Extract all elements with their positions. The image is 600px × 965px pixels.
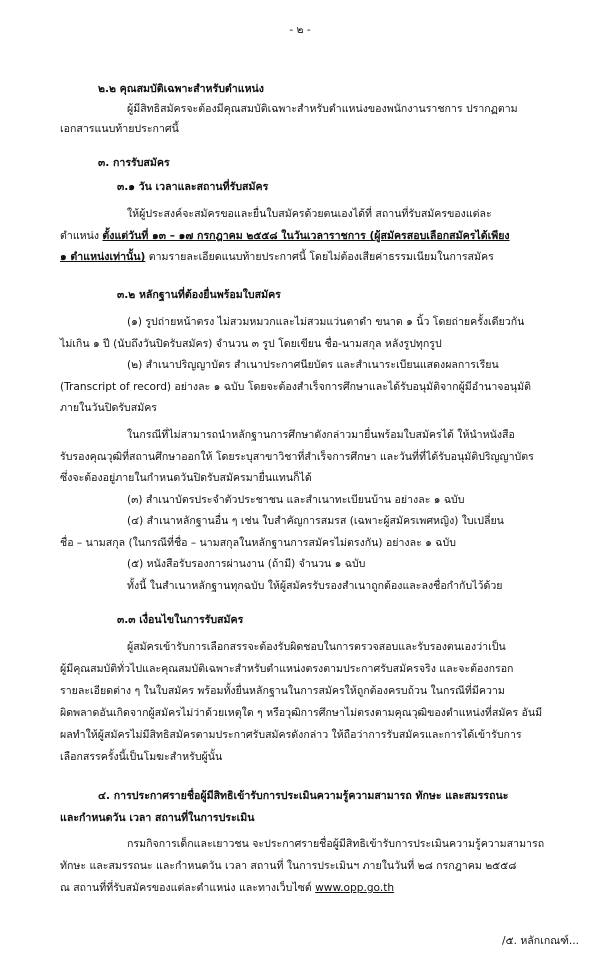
section-3-3-text: ผู้มีคุณสมบัติทั่วไปและคุณสมบัติเฉพาะสำหรับตำแหน่งตรงตามประกาศรับสมัครจริง และจะต้องกรอก [60,663,514,675]
section-2-2-text: ผู้มีสิทธิสมัครจะต้องมีคุณสมบัติเฉพาะสำหรับตำแหน่งของพนักงานราชการ ปรากฏตาม [127,103,518,115]
section-4-heading: ๔. การประกาศรายชื่อผู้มีสิทธิเข้ารับการประเมินความรู้ความสามารถ ทักษะ และสมรรถนะ [98,790,509,802]
section-3-heading: ๓. การรับสมัคร [98,157,170,169]
section-3-1-heading: ๓.๑ วัน เวลาและสถานที่รับสมัคร [117,181,269,193]
list-item: ซึ่งจะต้องอยู่ภายในกำหนดวันปิดรับสมัครมายื่นแทนก็ได้ [60,472,312,484]
section-3-3-text: ผลทำให้ผู้สมัครไม่มีสิทธิสมัครตามประกาศรับสมัครดังกล่าว ให้ถือว่าการรับสมัครและการได้เข้ารับการ [60,729,522,741]
list-item: ในกรณีที่ไม่สามารถนำหลักฐานการศึกษาดังกล่าวมายื่นพร้อมใบสมัครได้ ให้นำหนังสือ [127,429,515,441]
section-4-heading: และกำหนดวัน เวลา สถานที่ในการประเมิน [60,812,255,824]
one-position-only: ๑ ตำแหน่งเท่านั้น) [60,251,146,263]
next-page-continuation: /๕. หลักเกณฑ์... [502,935,579,947]
section-4-text: กรมกิจการเด็กและเยาวชน จะประกาศรายชื่อผู้มีสิทธิเข้ารับการประเมินความรู้ความสามารถ [127,838,545,850]
section-4-text-lead: ณ สถานที่ที่รับสมัครของแต่ละตำแหน่ง และทางเว็บไซต์ [60,882,316,894]
section-3-3-text: ผู้สมัครเข้ารับการเลือกสรรจะต้องรับผิดชอบในการตรวจสอบและรับรองตนเองว่าเป็น [127,641,506,653]
section-2-2-text: เอกสารแนบท้ายประกาศนี้ [60,123,179,135]
list-item: (๕) หนังสือรับรองการผ่านงาน (ถ้ามี) จำนวน ๑ ฉบับ [127,558,366,570]
section-3-2-heading: ๓.๒ หลักฐานที่ต้องยื่นพร้อมใบสมัคร [117,289,281,301]
section-4-text [60,878,394,899]
section-3-3-heading: ๓.๓ เงื่อนไขในการรับสมัคร [117,614,244,626]
list-item: (๓) สำเนาบัตรประจำตัวประชาชน และสำเนาทะเบียนบ้าน อย่างละ ๑ ฉบับ [127,494,465,506]
application-period: ตั้งแต่วันที่ ๑๓ – ๑๗ กรกฎาคม ๒๕๕๘ ในวันเวลาราชการ (ผู้สมัครสอบเลือกสมัครได้เพียง [102,230,510,242]
section-3-1-text: ให้ผู้ประสงค์จะสมัครขอและยื่นใบสมัครด้วยตนเองได้ที่ สถานที่รับสมัครของแต่ละ [127,208,492,220]
section-2-2-heading: ๒.๒ คุณสมบัติเฉพาะสำหรับตำแหน่ง [98,83,264,95]
list-item: (๒) สำเนาปริญญาบัตร สำเนาประกาศนียบัตร และสำเนาระเบียนแสดงผลการเรียน [127,359,499,371]
section-3-3-text: รายละเอียดต่าง ๆ ในใบสมัคร พร้อมทั้งยื่นหลักฐานในการสมัครให้ถูกต้องครบถ้วน ในกรณีที่มีความ [60,685,505,697]
list-item: (๑) รูปถ่ายหน้าตรง ไม่สวมหมวกและไม่สวมแว่นตาดำ ขนาด ๑ นิ้ว โดยถ่ายครั้งเดียวกัน [127,316,525,328]
section-3-1-text [60,226,510,247]
list-item: ทั้งนี้ ในสำเนาหลักฐานทุกฉบับ ให้ผู้สมัครรับรองสำเนาถูกต้องและลงชื่อกำกับไว้ด้วย [127,580,503,592]
page-number: - ๒ - [289,24,311,36]
section-4-text: ทักษะ และสมรรถนะ และกำหนดวัน เวลา สถานที่ ในการประเมินฯ ภายในวันที่ ๒๘ กรกฎาคม ๒๕๕๘ [60,860,517,872]
section-3-3-text: ผิดพลาดอันเกิดจากผู้สมัครไม่ว่าด้วยเหตุใด ๆ หรือวุฒิการศึกษาไม่ตรงตามคุณวุฒิของตำแหน่งที่สมัคร อันมี [60,707,543,719]
website-link[interactable]: www.opp.go.th [315,882,395,894]
section-3-3-text: เลือกสรรครั้งนี้เป็นโมฆะสำหรับผู้นั้น [60,751,223,763]
list-item: รับรองคุณวุฒิที่สถานศึกษาออกให้ โดยระบุสาขาวิชาที่สำเร็จการศึกษา และวันที่ที่ได้รับอนุมัติปริญญาบัตร [60,451,534,463]
list-item: ไม่เกิน ๑ ปี (นับถึงวันปิดรับสมัคร) จำนวน ๓ รูป โดยเขียน ชื่อ-นามสกุล หลังรูปทุกรูป [60,338,442,350]
list-item: (Transcript of record) อย่างละ ๑ ฉบับ โดยจะต้องสำเร็จการศึกษาและได้รับอนุมัติจากผู้มีอำนาจอนุมัติ [60,381,531,393]
section-3-1-text-lead: ตำแหน่ง [60,230,103,242]
list-item: ชื่อ – นามสกุล (ในกรณีที่ชื่อ – นามสกุลในหลักฐานการสมัครไม่ตรงกัน) อย่างละ ๑ ฉบับ [60,537,456,549]
list-item: ภายในวันปิดรับสมัคร [60,402,157,414]
section-3-1-text-tail: ตามรายละเอียดแนบท้ายประกาศนี้ โดยไม่ต้องเสียค่าธรรมเนียมในการสมัคร [145,251,494,263]
list-item: (๔) สำเนาหลักฐานอื่น ๆ เช่น ใบสำคัญการสมรส (เฉพาะผู้สมัครเพศหญิง) ใบเปลี่ยน [127,515,504,527]
section-3-1-text [60,247,494,268]
